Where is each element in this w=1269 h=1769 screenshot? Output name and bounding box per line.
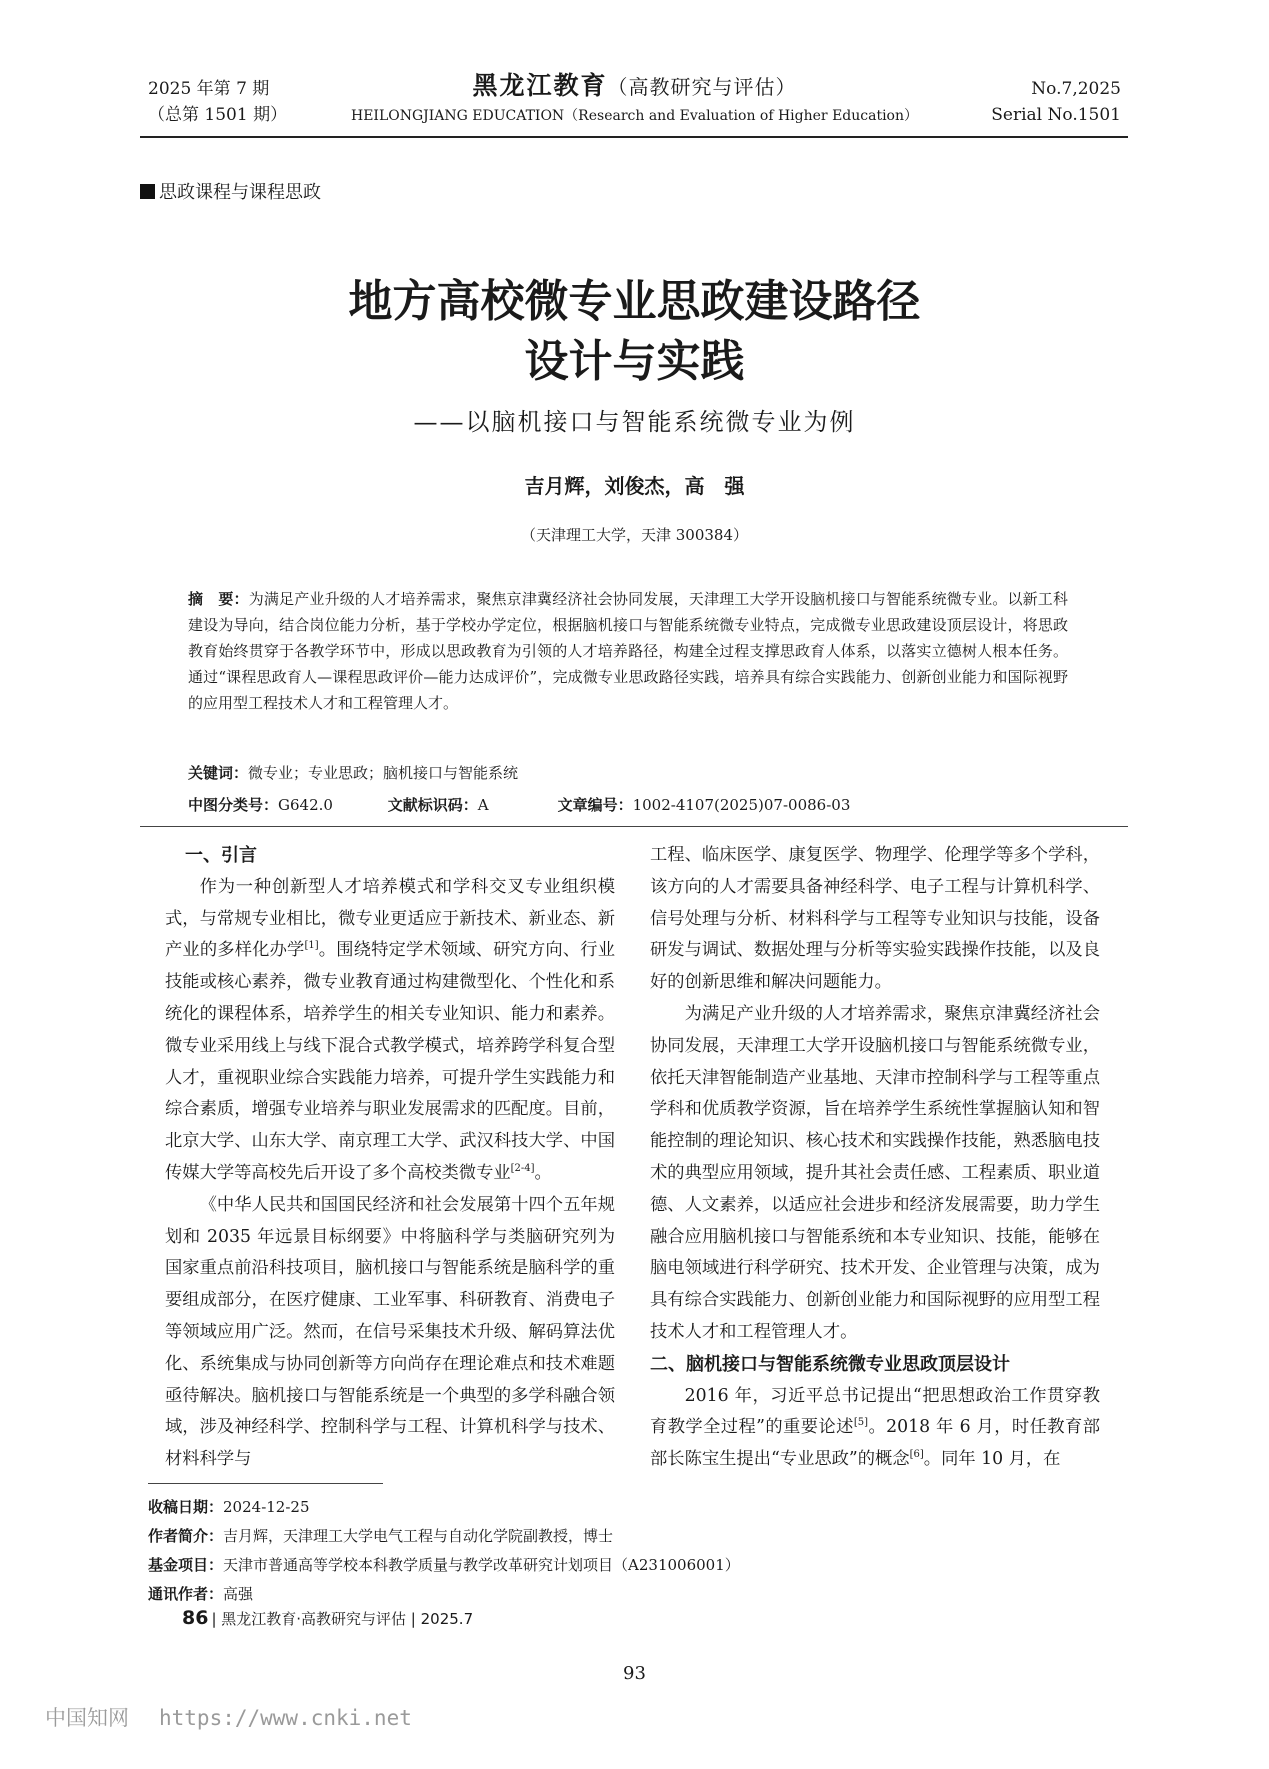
citation-ref[interactable]: [1] (304, 940, 319, 952)
paragraph-continued: 工程、临床医学、康复医学、物理学、伦理学等多个学科，该方向的人才需要具备神经科学、电子工程与计算机科学、信号处理与分析、材料科学与工程等专业知识与技能，设备研发与调试、数据处理与分析等实验实践操作技能，以及良好的创新思维和解决问题能力。 (650, 845, 1100, 993)
square-bullet-icon (140, 184, 155, 199)
corr-value: 高强 (223, 1585, 254, 1603)
document-code (388, 794, 553, 815)
citation-ref[interactable]: [2-4] (510, 1163, 535, 1175)
received-value: 2024-12-25 (223, 1498, 310, 1516)
paragraph (650, 1381, 1100, 1476)
affiliation: （天津理工大学，天津 300384） (520, 526, 749, 544)
citation-ref[interactable]: [5] (853, 1417, 869, 1429)
journal-subname-cn: （高教研究与评估） (607, 75, 797, 99)
doc-code-value: A (477, 796, 489, 814)
paragraph-text: 。围绕特定学术领域、研究方向、行业技能或核心素养，微专业教育通过构建微型化、个性化和系统化的课程体系，培养学生的相关专业知识、能力和素养。微专业采用线上与线下混合式教学模式，培养跨学科复合型人才，重视职业综合实践能力培养，可提升学生实践能力和综合素质，增强专业培养与职业发展需求的匹配度。目前，北京大学、山东大学、南京理工大学、武汉科技大学、中国传媒大学等高校先后开设了多个高校类微专业 (165, 940, 615, 1183)
column-tag-label: 思政课程与课程思政 (159, 182, 321, 203)
column-tag (140, 178, 321, 204)
fund-project (148, 1551, 740, 1580)
paragraph-text: 。2018 年 6 月，时任教育部部长陈宝生提出“专业思政”的概念 (650, 1417, 1100, 1470)
journal-name-cn: 黑龙江教育 (472, 71, 608, 100)
paragraph: 《中华人民共和国国民经济和社会发展第十四个五年规划和 2035 年远景目标纲要》中将脑科学与类脑研究列为国家重点前沿科技项目，脑机接口与智能系统是脑科学的重要组成部分，在医疗健康、工业军事、科研教育、消费电子等领域应用广泛。然而，在信号采集技术升级、解码算法优化、系统集成与协同创新等方向尚存在理论难点和技术难题亟待解决。脑机接口与智能系统是一个典型的多学科融合领域，涉及神经科学、控制科学与工程、计算机科学与技术、材料科学与 (165, 1194, 615, 1470)
abstract-label: 摘 要： (188, 590, 249, 608)
article-number-label: 文章编号： (557, 796, 633, 814)
clc-value: G642.0 (278, 796, 333, 814)
article-number-value: 1002-4107(2025)07-0086-03 (632, 796, 851, 814)
footnote-rule (148, 1483, 383, 1484)
serial-number-cn: （总第 1501 期） (148, 105, 288, 125)
abstract-rule (140, 826, 1128, 827)
clc-number (188, 794, 383, 815)
issue-info-right (991, 76, 1121, 128)
issue-number-cn: 2025 年第 7 期 (148, 79, 270, 99)
title-line-1: 地方高校微专业思政建设路径 (348, 276, 921, 327)
corr-label: 通讯作者： (148, 1585, 224, 1603)
keywords-text: 微专业；专业思政；脑机接口与智能系统 (248, 764, 519, 782)
paragraph-text: 作为一种创新型人才培养模式和学科交叉专业组织模式，与常规专业相比，微专业更适应于新技术、新业态、新产业的多样化办学 (165, 876, 615, 961)
abstract-text: 为满足产业升级的人才培养需求，聚焦京津冀经济社会协同发展，天津理工大学开设脑机接口与智能系统微专业。以新工科建设为导向，结合岗位能力分析，基于学校办学定位，根据脑机接口与智能系统微专业特点，完成微专业思政建设顶层设计，将思政教育始终贯穿于各教学环节中，形成以思政教育为引领的人才培养路径，构建全过程支撑思政育人体系，以落实立德树人根本任务。通过“课程思政育人—课程思政评价—能力达成评价”，完成微专业思政路径实践，培养具有综合实践能力、创新创业能力和国际视野的应用型工程技术人才和工程管理人才。 (188, 590, 1068, 712)
paragraph (165, 872, 615, 1190)
page-number: 86 (182, 1607, 209, 1629)
classification-row (188, 794, 1068, 815)
doc-code-label: 文献标识码： (387, 796, 478, 814)
issue-number-en: No.7,2025 (1031, 79, 1121, 99)
author-bio (148, 1522, 740, 1551)
paragraph-text: 2016 年，习近平总书记提出“把思想政治工作贯穿教育教学全过程”的重要论述 (650, 1385, 1100, 1438)
abstract (188, 586, 1068, 716)
article-subtitle: ——以脑机接口与智能系统微专业为例 (413, 408, 856, 436)
article-title (0, 272, 1269, 392)
author-list: 吉月辉，刘俊杰，高 强 (524, 474, 745, 498)
paragraph-text: 。 (534, 1162, 552, 1183)
article-number (558, 794, 851, 815)
footnotes (148, 1493, 740, 1609)
cnki-watermark (45, 1702, 412, 1732)
fund-label: 基金项目： (148, 1556, 224, 1574)
watermark-cn: 中国知网 (45, 1706, 129, 1730)
keywords (188, 762, 1068, 783)
serial-number-en: Serial No.1501 (991, 105, 1121, 125)
section-heading-introduction: 一、引言 (185, 845, 257, 866)
clc-label: 中图分类号： (188, 796, 279, 814)
corresponding-author (148, 1580, 740, 1609)
page-footer (182, 1607, 473, 1629)
section-heading-top-level-design: 二、脑机接口与智能系统微专业思政顶层设计 (650, 1353, 1010, 1375)
paragraph: 为满足产业升级的人才培养需求，聚焦京津冀经济社会协同发展，天津理工大学开设脑机接口与智能系统微专业，依托天津智能制造产业基地、天津市控制科学与工程等重点学科和优质教学资源，旨在培养学生系统性掌握脑认知和智能控制的理论知识、核心技术和实践操作技能，熟悉脑电技术的典型应用领域，提升其社会责任感、工程素质、职业道德、人文素养，以适应社会进步和经济发展需要，助力学生融合应用脑机接口与智能系统和本专业知识、技能，能够在脑电领域进行科学研究、技术开发、企业管理与决策，成为具有综合实践能力、创新创业能力和国际视野的应用型工程技术人才和工程管理人才。 (650, 1003, 1100, 1342)
author-bio-value: 吉月辉，天津理工大学电气工程与自动化学院副教授，博士 (223, 1527, 614, 1545)
body-column-right (650, 840, 1100, 1476)
author-bio-label: 作者简介： (148, 1527, 224, 1545)
header-rule (140, 136, 1128, 138)
received-label: 收稿日期： (148, 1498, 224, 1516)
paragraph-text: 。同年 10 月，在 (923, 1449, 1061, 1470)
fund-value: 天津市普通高等学校本科教学质量与教学改革研究计划项目（A231006001） (223, 1556, 740, 1574)
keywords-label: 关键词： (188, 764, 249, 782)
running-footer: | 黑龙江教育·高教研究与评估 | 2025.7 (211, 1610, 474, 1628)
body-column-left (165, 840, 615, 1476)
received-date (148, 1493, 740, 1522)
scan-page-number: 93 (623, 1663, 646, 1684)
journal-title-en: HEILONGJIANG EDUCATION（Research and Evaluation of Higher Education） (350, 108, 919, 124)
citation-ref[interactable]: [6] (909, 1449, 924, 1461)
watermark-url[interactable]: https://www.cnki.net (159, 1706, 412, 1730)
title-line-2: 设计与实践 (524, 336, 745, 387)
